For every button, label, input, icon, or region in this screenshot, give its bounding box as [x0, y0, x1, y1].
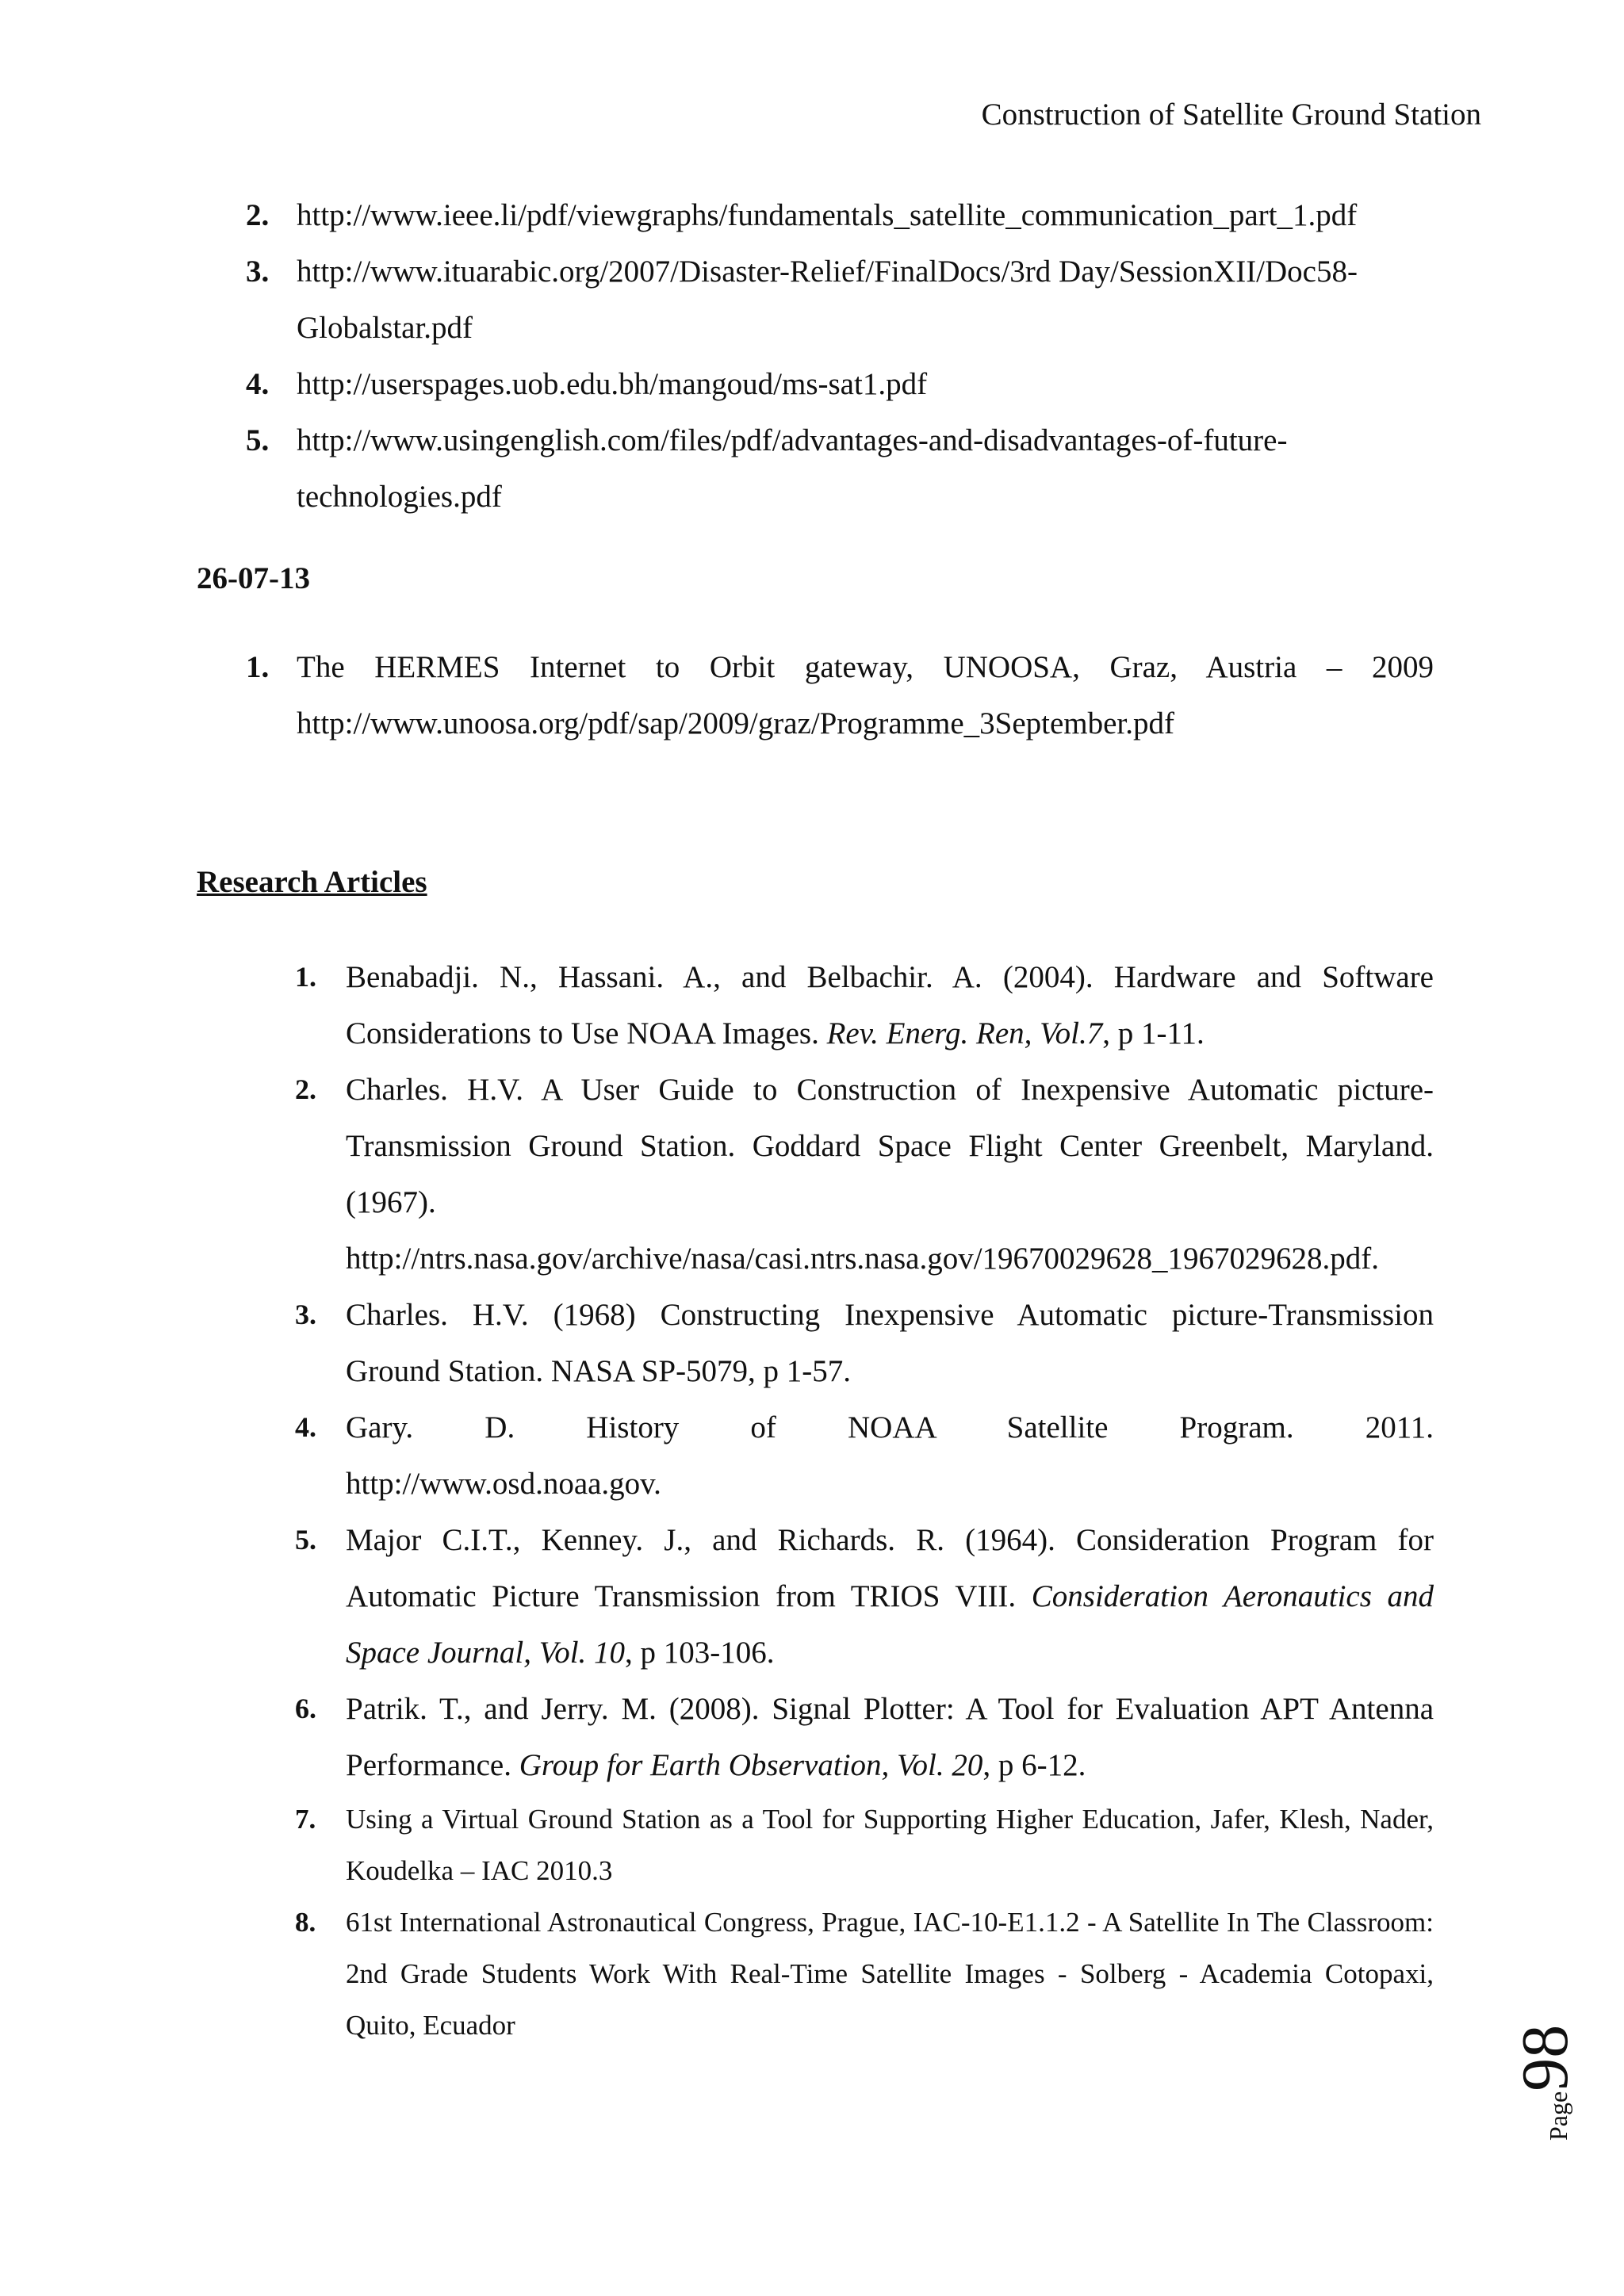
- list-item: [246, 1896, 1434, 2051]
- article-pages: , p 6-12.: [982, 1748, 1086, 1782]
- item-number: 3.: [295, 1299, 316, 1330]
- item-number: 7.: [295, 1804, 316, 1835]
- list-item: [246, 949, 1434, 1062]
- list-item: [246, 1287, 1434, 1399]
- item-number: 8.: [295, 1907, 316, 1938]
- article-journal: Rev. Energ. Ren, Vol.7: [826, 1016, 1103, 1050]
- article-pages: , p 1-11.: [1102, 1016, 1205, 1050]
- list-item: [197, 187, 1434, 243]
- reference-url: http://www.usingenglish.com/files/pdf/advantages-and-disadvantages-of-future-: [297, 423, 1288, 457]
- article-text: Using a Virtual Ground Station as a Tool for Supporting Higher Education, Jafer, Klesh, Nader, Koudelka – IAC 2010.3: [346, 1804, 1434, 1886]
- page-number-marker: [1507, 1966, 1582, 2141]
- list-item: [197, 412, 1434, 525]
- article-journal: Consideration Aeronautics and Space Journal, Vol. 10: [346, 1579, 1434, 1670]
- article-text: Patrik. T., and Jerry. M. (2008). Signal Plotter: A Tool for Evaluation APT Antenna Performance.: [346, 1692, 1434, 1782]
- item-number: 6.: [295, 1693, 316, 1724]
- page-label: Page: [1544, 2091, 1572, 2141]
- article-text: 61st International Astronautical Congress, Prague, IAC-10-E1.1.2 - A Satellite In The Classroom: 2nd Grade Students Work With Real-Time Satellite Images - Solberg - Academia Cotopaxi, Quito, Ecuador: [346, 1907, 1434, 2041]
- article-journal: Group for Earth Observation, Vol. 20: [519, 1748, 983, 1782]
- item-number: 2.: [295, 1073, 316, 1105]
- reference-url-continued: Globalstar.pdf: [297, 311, 473, 345]
- item-number: 5.: [246, 423, 270, 457]
- section-title: Research Articles: [197, 865, 427, 899]
- item-number: 4.: [246, 367, 270, 401]
- page-number: 98: [1508, 2024, 1582, 2091]
- article-url: http://www.osd.noaa.gov.: [346, 1467, 661, 1501]
- item-number: 1.: [295, 961, 316, 993]
- running-header: Construction of Satellite Ground Station: [981, 98, 1481, 132]
- date-heading: 26-07-13: [197, 561, 310, 595]
- list-item: [246, 1512, 1434, 1681]
- list-item: [246, 1681, 1434, 1793]
- article-text: Major C.I.T., Kenney. J., and Richards. R. (1964). Consideration Program for Automatic Picture Transmission from TRIOS VIII.: [346, 1523, 1434, 1613]
- reference-url: http://www.ituarabic.org/2007/Disaster-Relief/FinalDocs/3rd Day/SessionXII/Doc58-: [297, 254, 1358, 289]
- article-pages: , p 103-106.: [625, 1636, 775, 1670]
- list-item: [197, 243, 1434, 356]
- list-item: [246, 1793, 1434, 1896]
- reference-url: http://www.unoosa.org/pdf/sap/2009/graz/Programme_3September.pdf: [297, 706, 1174, 740]
- item-number: 2.: [246, 198, 270, 232]
- article-text: Charles. H.V. (1968) Constructing Inexpensive Automatic picture-Transmission Ground Station. NASA SP-5079, p 1-57.: [346, 1298, 1434, 1388]
- item-number: 3.: [246, 254, 270, 289]
- list-item: [246, 1399, 1434, 1512]
- reference-text: The HERMES Internet to Orbit gateway, UNOOSA, Graz, Austria – 2009: [297, 650, 1434, 684]
- item-number: 1.: [246, 650, 270, 684]
- reference-url: http://userspages.uob.edu.bh/mangoud/ms-sat1.pdf: [297, 367, 928, 401]
- reference-url-continued: technologies.pdf: [297, 480, 502, 514]
- list-item: [246, 1062, 1434, 1287]
- reference-url: http://www.ieee.li/pdf/viewgraphs/fundamentals_satellite_communication_part_1.pdf: [297, 198, 1358, 232]
- article-url: http://ntrs.nasa.gov/archive/nasa/casi.ntrs.nasa.gov/19670029628_1967029628.pdf.: [346, 1242, 1380, 1276]
- list-item: [197, 356, 1434, 412]
- item-number: 4.: [295, 1411, 316, 1443]
- list-item: [197, 639, 1434, 752]
- item-number: 5.: [295, 1524, 316, 1556]
- article-text: Benabadji. N., Hassani. A., and Belbachir. A. (2004). Hardware and Software Considerations to Use NOAA Images.: [346, 960, 1434, 1050]
- article-text: Charles. H.V. A User Guide to Construction of Inexpensive Automatic picture-Transmission Ground Station. Goddard Space Flight Center Greenbelt, Maryland. (1967).: [346, 1073, 1434, 1219]
- research-articles-list: [246, 949, 1434, 2051]
- article-text: Gary. D. History of NOAA Satellite Program. 2011.: [346, 1410, 1434, 1445]
- dated-references-list: [197, 639, 1434, 752]
- web-references-list: [197, 187, 1434, 525]
